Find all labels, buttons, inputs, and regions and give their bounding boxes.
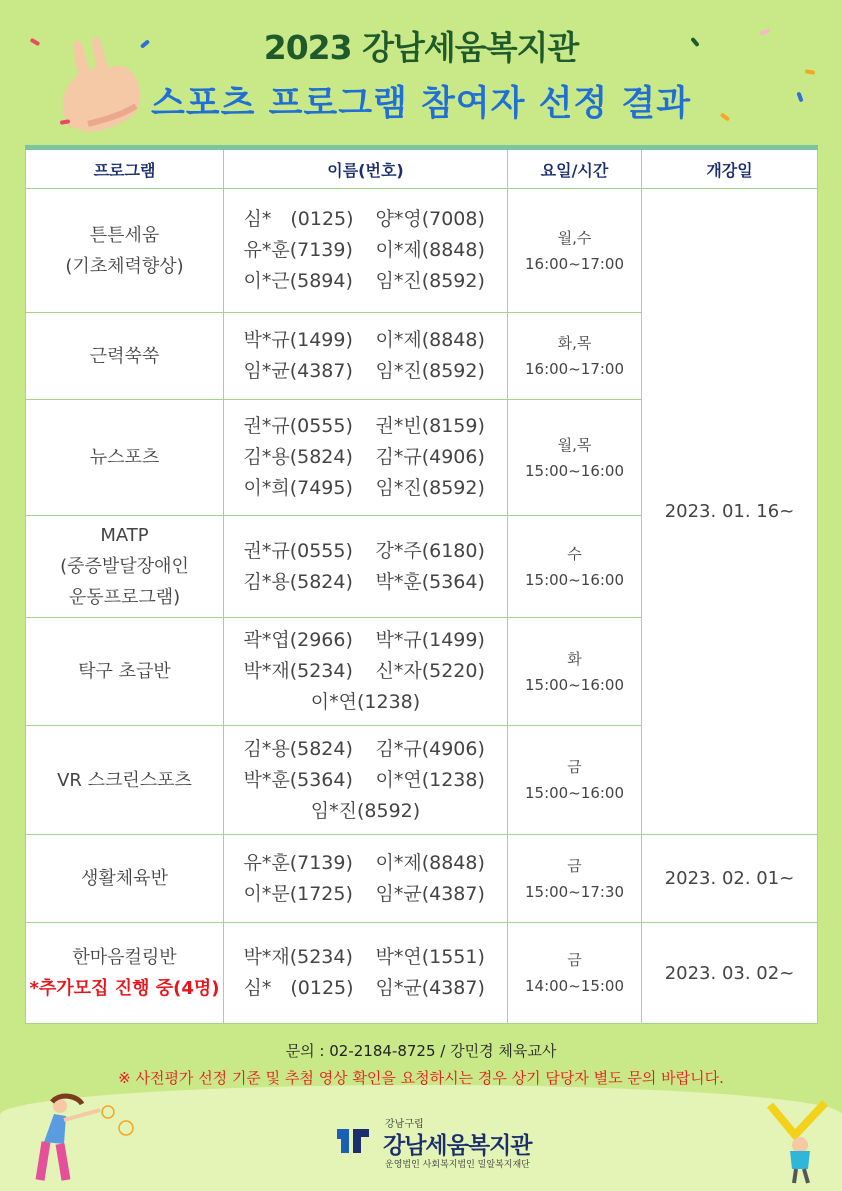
table-row bbox=[26, 189, 818, 313]
participant: 박*규(1499) bbox=[375, 629, 485, 651]
program-cell bbox=[26, 835, 224, 923]
participant: 박*훈(5364) bbox=[375, 570, 485, 593]
person-illustration bbox=[760, 1095, 835, 1185]
participant: 권*빈(8159) bbox=[375, 415, 485, 437]
contact-info: 문의 : 02-2184-8725 / 강민경 체육교사 bbox=[285, 1042, 557, 1060]
page-title-line2: 스포츠 프로그램 참여자 선정 결과 bbox=[150, 84, 692, 124]
program-name: VR 스크린스포츠 bbox=[57, 769, 192, 791]
names-cell bbox=[224, 189, 508, 313]
names-cell bbox=[224, 313, 508, 400]
participant: 박*재(5234) bbox=[243, 660, 353, 682]
schedule-time: 16:00~17:00 bbox=[524, 360, 625, 378]
participant: 신*자(5220) bbox=[375, 660, 485, 682]
schedule-time: 15:00~17:30 bbox=[524, 882, 625, 901]
participant: 김*용(5824) bbox=[243, 570, 353, 593]
participant: 김*규(4906) bbox=[375, 737, 485, 760]
program-subtitle: 운동프로그램) bbox=[68, 587, 181, 608]
participant: 권*규(0555) bbox=[243, 539, 353, 562]
participant: 권*규(0555) bbox=[243, 415, 353, 437]
schedule-time: 15:00~16:00 bbox=[524, 784, 625, 802]
schedule-time: 14:00~15:00 bbox=[524, 977, 625, 995]
program-cell bbox=[26, 313, 224, 400]
schedule-time: 15:00~16:00 bbox=[524, 461, 625, 480]
program-cell bbox=[26, 516, 224, 618]
participant: 이*제(8848) bbox=[375, 851, 485, 874]
logo-main-text: 강남세움복지관 bbox=[383, 1133, 532, 1159]
logo-sub-text: 운영법인 사회복지법인 밀알복지재단 bbox=[385, 1160, 530, 1170]
logo-small-text: 강남구립 bbox=[385, 1119, 424, 1130]
schedule-days: 금 bbox=[567, 758, 582, 776]
notice-text: ※ 사전평가 선정 기준 및 추첨 영상 확인을 요청하시는 경우 상기 담당자 별도 문의 바랍니다. bbox=[118, 1069, 724, 1087]
table-row bbox=[26, 923, 818, 1024]
program-name: 근력쑥쑥 bbox=[89, 345, 160, 367]
names-cell bbox=[224, 923, 508, 1024]
participant: 임*균(4387) bbox=[375, 977, 485, 999]
participant: 이*희(7495) bbox=[243, 477, 353, 499]
names-cell bbox=[224, 400, 508, 516]
schedule-cell bbox=[508, 923, 642, 1024]
schedule-days: 화,목 bbox=[557, 334, 592, 352]
schedule-cell bbox=[508, 313, 642, 400]
program-subtitle: (중증발달장애인 bbox=[60, 556, 189, 577]
schedule-days: 월,목 bbox=[557, 435, 592, 454]
program-name: 한마음컬링반 bbox=[72, 947, 177, 968]
start-date-cell: 2023. 01. 16~ bbox=[642, 189, 818, 835]
column-header-program: 프로그램 bbox=[26, 148, 224, 189]
start-date-cell: 2023. 02. 01~ bbox=[642, 835, 818, 923]
schedule-days: 월,수 bbox=[557, 228, 592, 247]
program-cell bbox=[26, 400, 224, 516]
participant: 심* (0125) bbox=[243, 208, 354, 230]
program-name: 생활체육반 bbox=[81, 868, 168, 889]
table-header-row bbox=[26, 148, 818, 189]
page-title-line1: 2023 강남세움복지관 bbox=[263, 28, 579, 67]
participant: 심* (0125) bbox=[243, 977, 354, 999]
participant: 박*연(1551) bbox=[375, 946, 485, 968]
column-header-names: 이름(번호) bbox=[224, 148, 508, 189]
table-row bbox=[26, 835, 818, 923]
program-name: 뉴스포츠 bbox=[89, 447, 160, 468]
organization-logo bbox=[333, 1115, 563, 1175]
participant: 임*균(4387) bbox=[243, 360, 353, 382]
schedule-days: 수 bbox=[567, 544, 582, 563]
participant: 유*훈(7139) bbox=[243, 851, 353, 874]
participant: 이*제(8848) bbox=[375, 329, 485, 351]
results-table bbox=[25, 145, 818, 1024]
program-name: MATP bbox=[100, 525, 149, 546]
participant: 이*제(8848) bbox=[375, 239, 485, 261]
participant: 임*균(4387) bbox=[375, 882, 485, 905]
participant: 이*연(1238) bbox=[375, 768, 485, 791]
program-name: 튼튼세움 bbox=[89, 224, 160, 246]
participant: 박*훈(5364) bbox=[243, 768, 353, 791]
program-cell bbox=[26, 923, 224, 1024]
participant: 김*용(5824) bbox=[243, 737, 353, 760]
schedule-days: 금 bbox=[567, 951, 582, 969]
program-cell bbox=[26, 618, 224, 726]
participant: 임*진(8592) bbox=[375, 360, 485, 382]
participant: 박*재(5234) bbox=[243, 946, 353, 968]
column-header-start-date: 개강일 bbox=[642, 148, 818, 189]
participant: 이*문(1725) bbox=[243, 882, 353, 905]
participant: 박*규(1499) bbox=[243, 329, 353, 351]
names-cell bbox=[224, 835, 508, 923]
names-cell bbox=[224, 726, 508, 835]
participant: 이*근(5894) bbox=[243, 270, 353, 292]
start-date-cell: 2023. 03. 02~ bbox=[642, 923, 818, 1024]
names-cell bbox=[224, 618, 508, 726]
schedule-cell bbox=[508, 189, 642, 313]
participant: 임*진(8592) bbox=[310, 799, 421, 822]
participant: 김*용(5824) bbox=[243, 446, 353, 468]
participant: 강*주(6180) bbox=[375, 539, 485, 562]
participant: 김*규(4906) bbox=[375, 446, 485, 468]
names-cell bbox=[224, 516, 508, 618]
program-subtitle: (기초체력향상) bbox=[65, 255, 184, 277]
schedule-time: 16:00~17:00 bbox=[524, 254, 625, 273]
schedule-time: 15:00~16:00 bbox=[524, 675, 625, 694]
participant: 임*진(8592) bbox=[375, 270, 485, 292]
schedule-days: 금 bbox=[567, 856, 582, 875]
participant: 양*영(7008) bbox=[375, 208, 485, 230]
participant: 이*연(1238) bbox=[310, 691, 421, 713]
schedule-days: 화 bbox=[567, 649, 582, 668]
participant: 유*훈(7139) bbox=[243, 239, 353, 261]
column-header-schedule: 요일/시간 bbox=[508, 148, 642, 189]
participant: 임*진(8592) bbox=[375, 477, 485, 499]
schedule-cell bbox=[508, 400, 642, 516]
schedule-cell bbox=[508, 726, 642, 835]
program-name: 탁구 초급반 bbox=[78, 661, 171, 682]
schedule-cell bbox=[508, 618, 642, 726]
program-cell bbox=[26, 189, 224, 313]
confetti bbox=[805, 69, 816, 75]
schedule-cell bbox=[508, 516, 642, 618]
recruitment-note: *추가모집 진행 중(4명) bbox=[29, 978, 220, 999]
person-illustration bbox=[30, 1092, 140, 1187]
schedule-time: 15:00~16:00 bbox=[524, 570, 625, 589]
participant: 곽*엽(2966) bbox=[243, 629, 353, 651]
program-cell bbox=[26, 726, 224, 835]
logo-mark-icon bbox=[333, 1121, 373, 1161]
schedule-cell bbox=[508, 835, 642, 923]
